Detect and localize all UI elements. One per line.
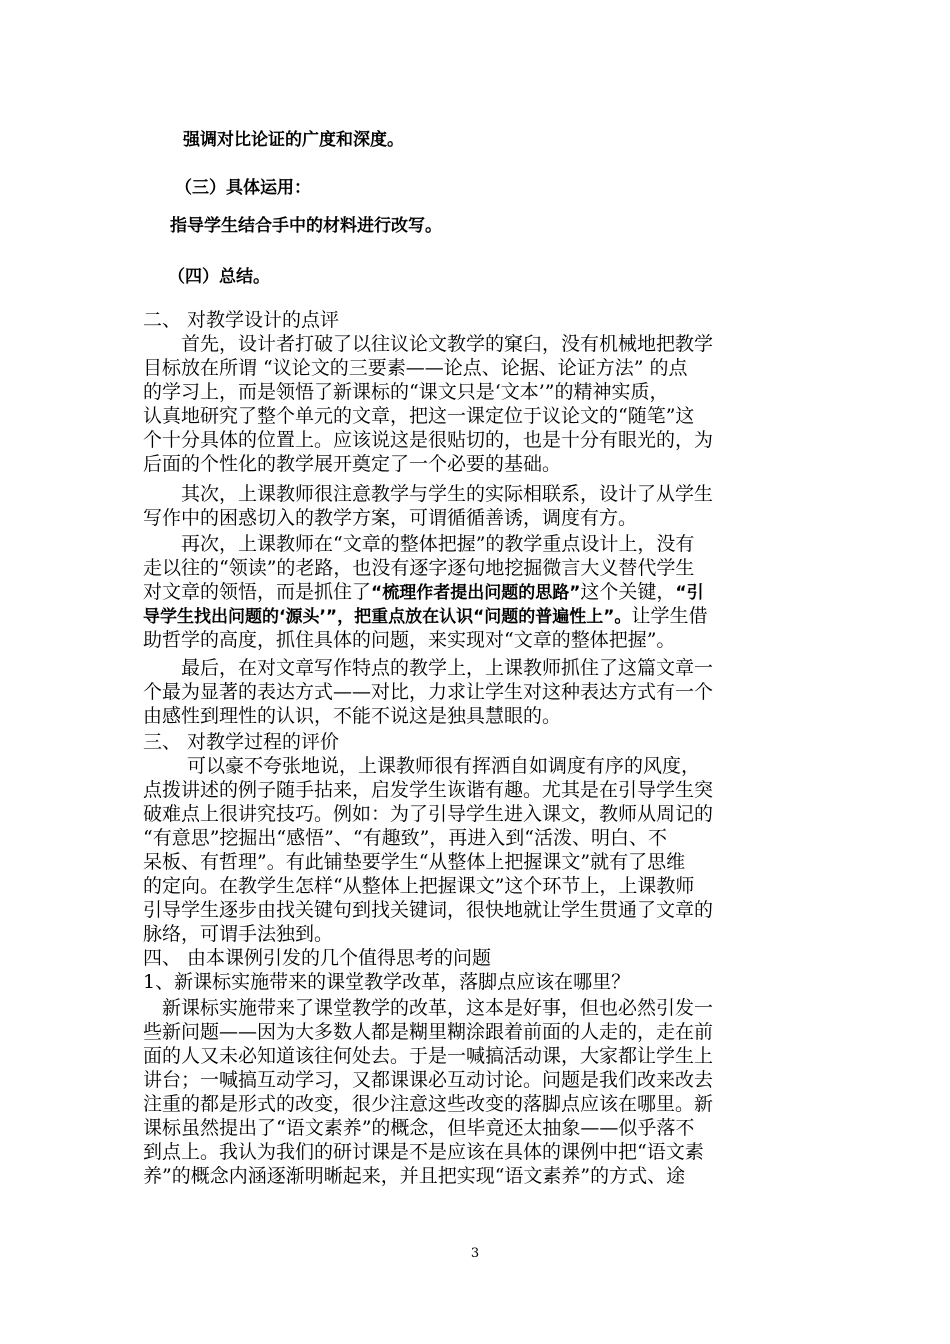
text-line: 走以往的“领读”的老路，也没有逐字逐句地挖掘微言大义替代学生	[143, 557, 695, 579]
text-line: “有意思”挖掘出“感悟”、“有趣致”，再进入到“活泼、明白、不	[143, 827, 667, 849]
summary-line: 强调对比论证的广度和深度。	[183, 130, 404, 150]
text-line: 养”的概念内涵逐渐明晰起来，并且把实现“语文素养”的方式、途	[143, 1165, 686, 1187]
text-line: 认真地研究了整个单元的文章，把这一课定位于议论文的“随笔”这	[143, 405, 695, 427]
text-line: 后面的个性化的教学展开奠定了一个必要的基础。	[143, 453, 562, 475]
text-line: 三、 对教学过程的评价	[143, 731, 340, 753]
text-line: 注重的都是形式的改变，很少注意这些改变的落脚点应该在哪里。新	[143, 1093, 714, 1115]
text-line: 呆板、有哲理”。有此铺垫要学生“从整体上把握课文”就有了思维	[143, 851, 686, 873]
text-line: 讲台；一喊搞互动学习，又都课课必互动讨论。问题是我们改来改去	[143, 1069, 714, 1091]
text-line: 二、 对教学设计的点评	[143, 309, 340, 331]
mixed-line	[143, 580, 823, 605]
mixed-text: 让学生借	[631, 605, 708, 627]
text-line: 其次，上课教师很注意教学与学生的实际相联系，设计了从学生	[143, 483, 714, 505]
mixed-text: 这个关键，	[580, 581, 676, 603]
mixed-bold-text: 导学生找出问题的‘源头’”，把重点放在认识“问题的普遍性上”。	[143, 607, 632, 627]
page-number: 3	[470, 1246, 480, 1261]
text-line: 助哲学的高度，抓住具体的问题，来实现对“文章的整体把握”。	[143, 629, 676, 651]
mixed-line	[143, 604, 823, 629]
section-heading-4: （四）总结。	[168, 267, 270, 287]
text-line: 破难点上很讲究技巧。例如：为了引导学生进入课文，教师从周记的	[143, 803, 714, 825]
text-line: 引导学生逐步由找关键句到找关键词，很快地就让学生贯通了文章的	[143, 899, 714, 921]
text-line: 最后，在对文章写作特点的教学上，上课教师抓住了这篇文章一	[143, 657, 714, 679]
text-line: 课标虽然提出了“语文素养”的概念，但毕竟还太抽象——似乎落不	[143, 1117, 695, 1139]
text-line: 的定向。在教学生怎样“从整体上把握课文”这个环节上，上课教师	[143, 875, 695, 897]
mixed-bold-text: “引	[675, 583, 704, 603]
text-line: 首先，设计者打破了以往议论文教学的窠臼，没有机械地把教学	[143, 333, 714, 355]
instruction-line: 指导学生结合手中的材料进行改写。	[170, 216, 442, 236]
mixed-text: 对文章的领悟，而是抓住了	[143, 581, 372, 603]
text-line: 个最为显著的表达方式——对比，力求让学生对这种表达方式有一个	[143, 681, 714, 703]
text-line: 些新问题——因为大多数人都是糊里糊涂跟着前面的人走的，走在前	[143, 1021, 714, 1043]
section-heading-3: （三）具体运用：	[175, 178, 311, 198]
text-line: 新课标实施带来了课堂教学的改革，这本是好事，但也必然引发一	[143, 997, 714, 1019]
text-line: 写作中的困惑切入的教学方案，可谓循循善诱，调度有方。	[143, 507, 638, 529]
text-line: 由感性到理性的认识，不能不说这是独具慧眼的。	[143, 705, 562, 727]
text-line: 1、新课标实施带来的课堂教学改革，落脚点应该在哪里？	[143, 971, 631, 993]
text-line: 四、 由本课例引发的几个值得思考的问题	[143, 947, 492, 969]
text-line: 的学习上，而是领悟了新课标的“课文只是‘文本’”的精神实质，	[143, 381, 669, 403]
text-line: 个十分具体的位置上。应该说这是很贴切的，也是十分有眼光的，为	[143, 429, 714, 451]
text-line: 脉络，可谓手法独到。	[143, 923, 334, 945]
text-line: 目标放在所谓 “议论文的三要素——论点、论据、论证方法” 的点	[143, 357, 688, 379]
mixed-bold-text: “梳理作者提出问题的思路”	[371, 583, 581, 603]
text-line: 到点上。我认为我们的研讨课是不是应该在具体的课例中把“语文素	[143, 1141, 704, 1163]
text-line: 再次，上课教师在“文章的整体把握”的教学重点设计上，没有	[143, 533, 695, 555]
text-line: 点拨讲述的例子随手拈来，启发学生诙谐有趣。尤其是在引导学生突	[143, 779, 714, 801]
text-line: 可以豪不夸张地说，上课教师很有挥洒自如调度有序的风度，	[143, 755, 701, 777]
text-line: 面的人又未必知道该往何处去。于是一喊搞活动课，大家都让学生上	[143, 1045, 714, 1067]
